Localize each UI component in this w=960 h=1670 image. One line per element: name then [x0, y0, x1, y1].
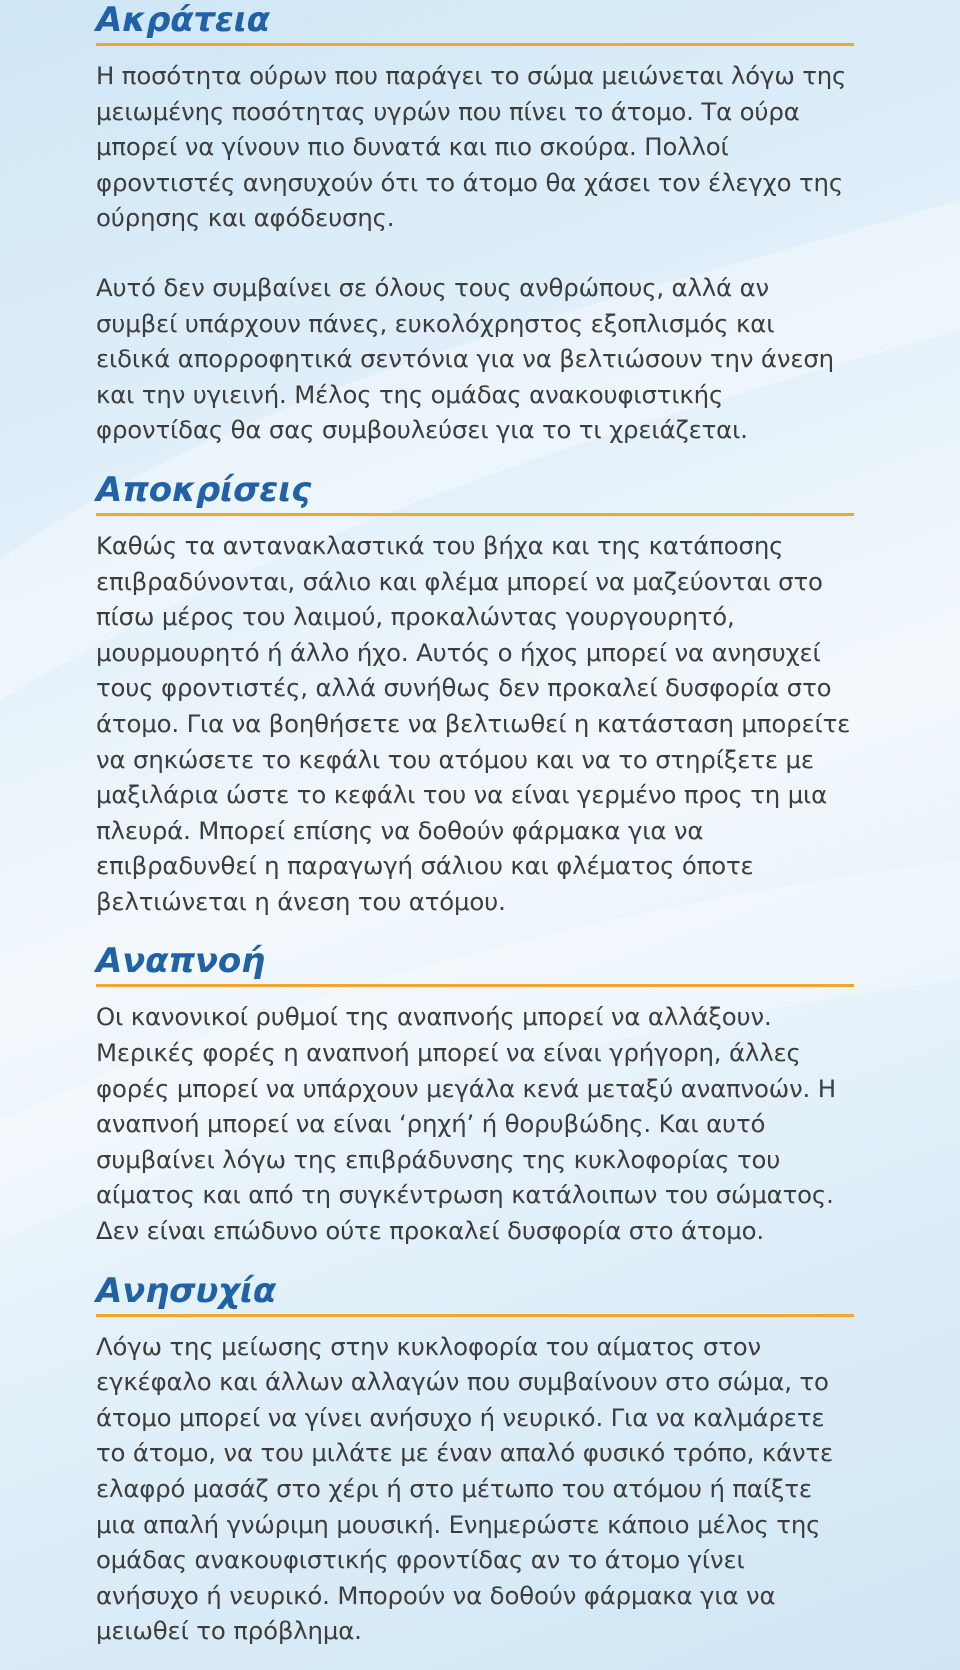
section-breathing	[96, 941, 854, 1248]
section-title: Ακράτεια	[96, 0, 854, 46]
section-secretions	[96, 470, 854, 920]
section-title: Ανησυχία	[96, 1271, 854, 1317]
paragraph: Οι κανονικοί ρυθμοί της αναπνοής μπορεί να αλλάξουν. Μερικές φορές η αναπνοή μπορεί να είναι γρήγορη, άλλες φορές μπορεί να υπάρχουν μεγάλα κενά μεταξύ αναπνοών. Η αναπνοή μπορεί να είναι ‘ρηχή’ ή θορυβώδης. Και αυτό συμβαίνει λόγω της επιβράδυνσης της κυκλοφορίας του αίματος και από τη συγκέντρωση κατάλοιπων του σώματος. Δεν είναι επώδυνο ούτε προκαλεί δυσφορία στο άτομο.	[96, 1002, 836, 1246]
paragraph: Λόγω της μείωσης στην κυκλοφορία του αίματος στον εγκέφαλο και άλλων αλλαγών που συμβαίνουν στο σώμα, το άτομο μπορεί να γίνει ανήσυχο ή νευρικό. Για να καλμάρετε το άτομο, να του μιλάτε με έναν απαλό φυσικό τρόπο, κάντε ελαφρό μασάζ στο χέρι ή στο μέτωπο του ατόμου ή παίξτε μια απαλή γνώριμη μουσική. Ενημερώστε κάποιο μέλος της ομάδας ανακουφιστικής φροντίδας αν το άτομο γίνει ανήσυχο ή νευρικό. Μπορούν να δοθούν φάρμακα για να μειωθεί το πρόβλημα.	[96, 1331, 834, 1646]
section-title: Αποκρίσεις	[96, 470, 854, 516]
paragraph: Η ποσότητα ούρων που παράγει το σώμα μειώνεται λόγω της μειωμένης ποσότητας υγρών που πίνει το άτομο. Τα ούρα μπορεί να γίνουν πιο δυνατά και πιο σκούρα. Πολλοί φροντιστές ανησυχούν ότι το άτομο θα χάσει τον έλεγχο της ούρησης και αφόδευσης.	[96, 61, 847, 233]
section-title: Αναπνοή	[96, 941, 854, 987]
paragraph: Καθώς τα αντανακλαστικά του βήχα και της κατάποσης επιβραδύνονται, σάλιο και φλέμα μπορεί να μαζεύονται στο πίσω μέρος του λαιμού, προκαλώντας γουργουρητό, μουρμουρητό ή άλλο ήχο. Αυτός ο ήχος μπορεί να ανησυχεί τους φροντιστές, αλλά συνήθως δεν προκαλεί δυσφορία στο άτομο. Για να βοηθήσετε να βελτιωθεί η κατάσταση μπορείτε να σηκώσετε το κεφάλι του ατόμου και να το στηρίξετε με μαξιλάρια ώστε το κεφάλι του να είναι γερμένο προς τη μια πλευρά. Μπορεί επίσης να δοθούν φάρμακα για να επιβραδυνθεί η παραγωγή σάλιου και φλέματος όποτε βελτιώνεται η άνεση του ατόμου.	[96, 530, 851, 916]
section-restlessness	[96, 1271, 854, 1649]
paragraph: Αυτό δεν συμβαίνει σε όλους τους ανθρώπους, αλλά αν συμβεί υπάρχουν πάνες, ευκολόχρηστος εξοπλισμός και ειδικά απορροφητικά σεντόνια για να βελτιώσουν την άνεση και την υγιεινή. Μέλος της ομάδας ανακουφιστικής φροντίδας θα σας συμβουλεύσει για το τι χρειάζεται.	[96, 272, 834, 445]
document-body	[96, 0, 854, 1649]
section-incontinence	[96, 0, 854, 448]
